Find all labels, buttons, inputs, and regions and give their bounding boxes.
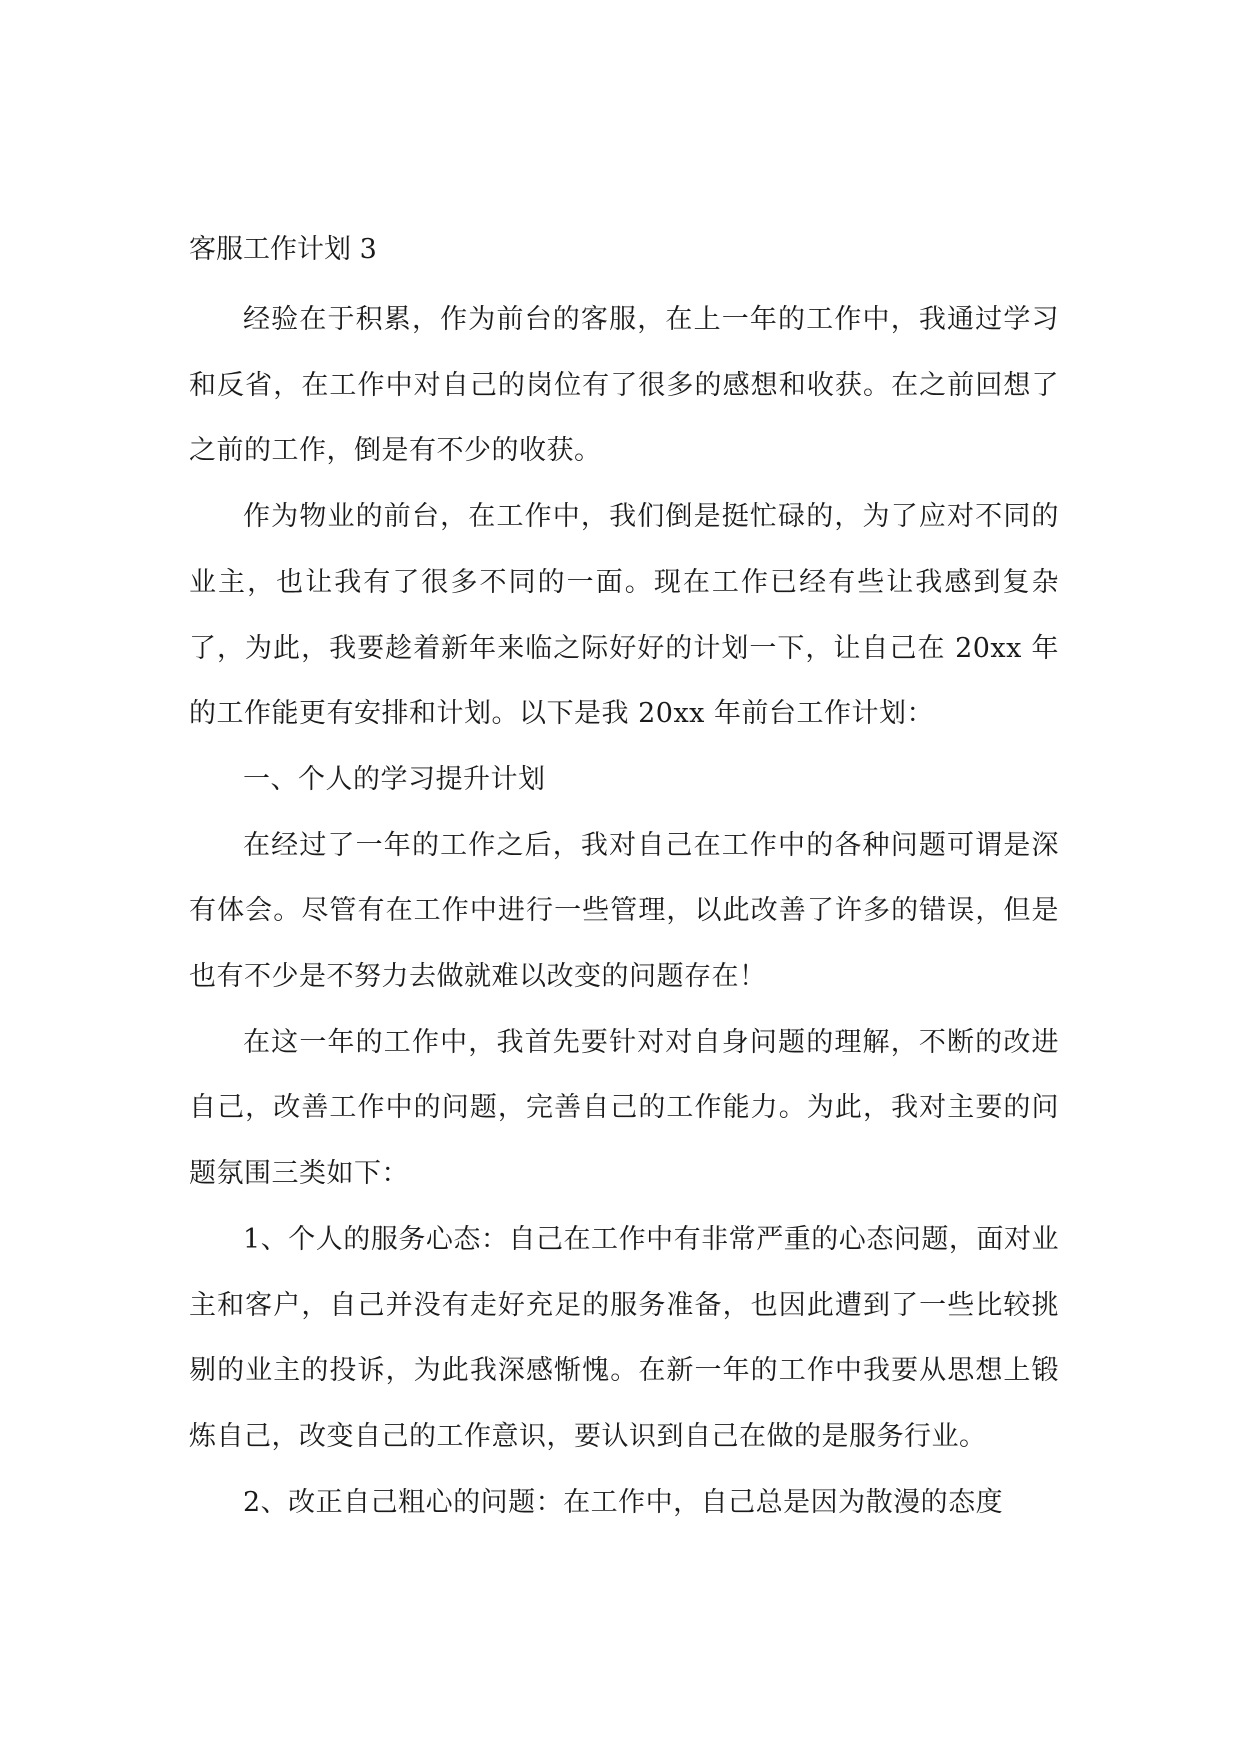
paragraph-intro: 经验在于积累，作为前台的客服，在上一年的工作中，我通过学习和反省，在工作中对自己的岗位有了很多的感想和收获。在之前回想了之前的工作，倒是有不少的收获。: [189, 304, 1059, 467]
paragraph-background: 作为物业的前台，在工作中，我们倒是挺忙碌的，为了应对不同的业主，也让我有了很多不同的一面。现在工作已经有些让我感到复杂了，为此，我要趁着新年来临之际好好的计划一下，让自己在 20xx 年的工作能更有安排和计划。以下是我 20xx 年前台工作计划：: [189, 501, 1059, 730]
list-item-service-attitude: 1、个人的服务心态：自己在工作中有非常严重的心态问题，面对业主和客户，自己并没有走好充足的服务准备，也因此遭到了一些比较挑剔的业主的投诉，为此我深感惭愧。在新一年的工作中我要从思想上锻炼自己，改变自己的工作意识，要认识到自己在做的是服务行业。: [189, 1223, 1059, 1452]
document-body: [189, 287, 1059, 1535]
paragraph-reflection: 在经过了一年的工作之后，我对自己在工作中的各种问题可谓是深有体会。尽管有在工作中进行一些管理，以此改善了许多的错误，但是也有不少是不努力去做就难以改变的问题存在！: [189, 829, 1059, 993]
section-heading-learning-plan: 一、个人的学习提升计划: [243, 763, 546, 795]
list-item-carelessness: 2、改正自己粗心的问题：在工作中，自己总是因为散漫的态度: [243, 1486, 1004, 1518]
paragraph-problem-categories: 在这一年的工作中，我首先要针对对自身问题的理解，不断的改进自己，改善工作中的问题，完善自己的工作能力。为此，我对主要的问题氛围三类如下：: [189, 1026, 1059, 1190]
document-title: 客服工作计划 3: [189, 234, 377, 265]
